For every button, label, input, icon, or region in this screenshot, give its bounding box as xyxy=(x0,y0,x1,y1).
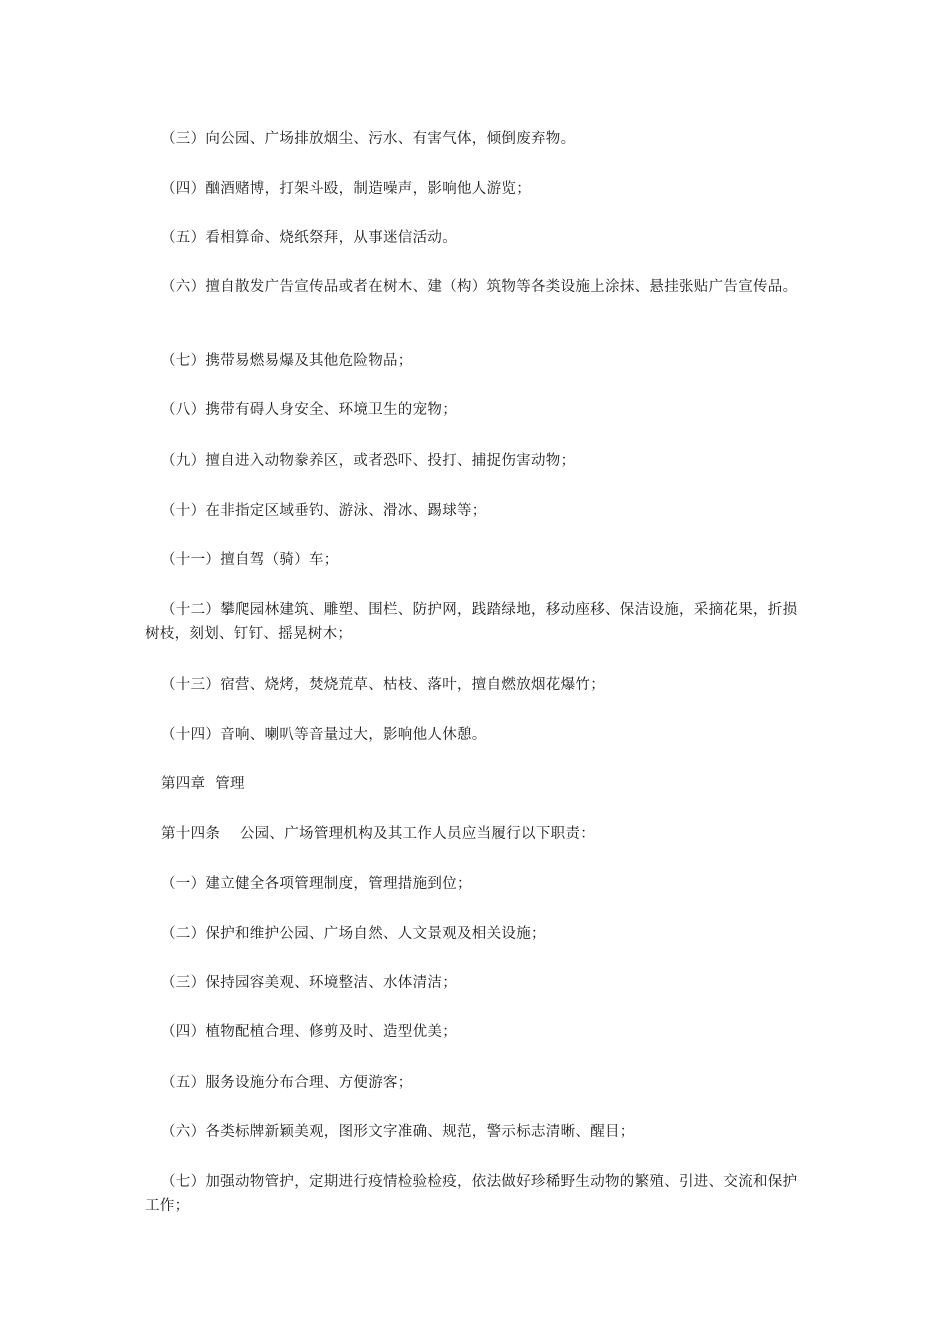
paragraph-item-3-emissions: （三）向公园、广场排放烟尘、污水、有害气体，倾倒废弃物。 xyxy=(161,131,576,147)
duty-item-1: （一）建立健全各项管理制度，管理措施到位； xyxy=(161,876,472,892)
duty-item-3: （三）保持园容美观、环境整洁、水体清洁； xyxy=(161,975,457,991)
duty-item-5: （五）服务设施分布合理、方便游客； xyxy=(161,1075,413,1091)
paragraph-item-7-dangerous-goods: （七）携带易燃易爆及其他危险物品； xyxy=(161,353,413,369)
article-heading: 第十四条 公园、广场管理机构及其工作人员应当履行以下职责： xyxy=(161,826,596,842)
paragraph-item-8-pets: （八）携带有碍人身安全、环境卫生的宠物； xyxy=(161,402,457,418)
paragraph-item-13-camping: （十三）宿营、烧烤，焚烧荒草、枯枝、落叶，擅自燃放烟花爆竹； xyxy=(161,677,605,693)
paragraph-item-11-driving: （十一）擅自驾（骑）车； xyxy=(161,552,339,568)
paragraph-item-4-gambling: （四）酗酒赌博，打架斗殴，制造噪声，影响他人游览； xyxy=(161,181,531,197)
paragraph-item-5-superstition: （五）看相算命、烧纸祭拜，从事迷信活动。 xyxy=(161,230,457,246)
duty-item-6: （六）各类标牌新颖美观，图形文字准确、规范，警示标志清晰、醒目； xyxy=(161,1124,635,1140)
paragraph-item-14-noise: （十四）音响、喇叭等音量过大，影响他人休憩。 xyxy=(161,727,487,743)
paragraph-item-9-animals: （九）擅自进入动物豢养区，或者恐吓、投打、捕捉伤害动物； xyxy=(161,453,576,469)
chapter-heading: 第四章 管理 xyxy=(161,776,245,792)
duty-item-2: （二）保护和维护公园、广场自然、人文景观及相关设施； xyxy=(161,926,546,942)
paragraph-item-12-climbing: （十二）攀爬园林建筑、雕塑、围栏、防护网，践踏绿地，移动座移、保洁设施，采摘花果，折损树枝，刻划、钉钉、摇晃树木； xyxy=(145,602,798,642)
paragraph-item-10-fishing: （十）在非指定区域垂钓、游泳、滑冰、踢球等； xyxy=(161,503,487,519)
duty-item-7: （七）加强动物管护，定期进行疫情检验检疫，依法做好珍稀野生动物的繁殖、引进、交流和保护工作； xyxy=(145,1174,798,1214)
paragraph-item-6-advertising: （六）擅自散发广告宣传品或者在树木、建（构）筑物等各类设施上涂抹、悬挂张贴广告宣传品。 xyxy=(161,279,798,295)
duty-item-4: （四）植物配植合理、修剪及时、造型优美； xyxy=(161,1024,457,1040)
